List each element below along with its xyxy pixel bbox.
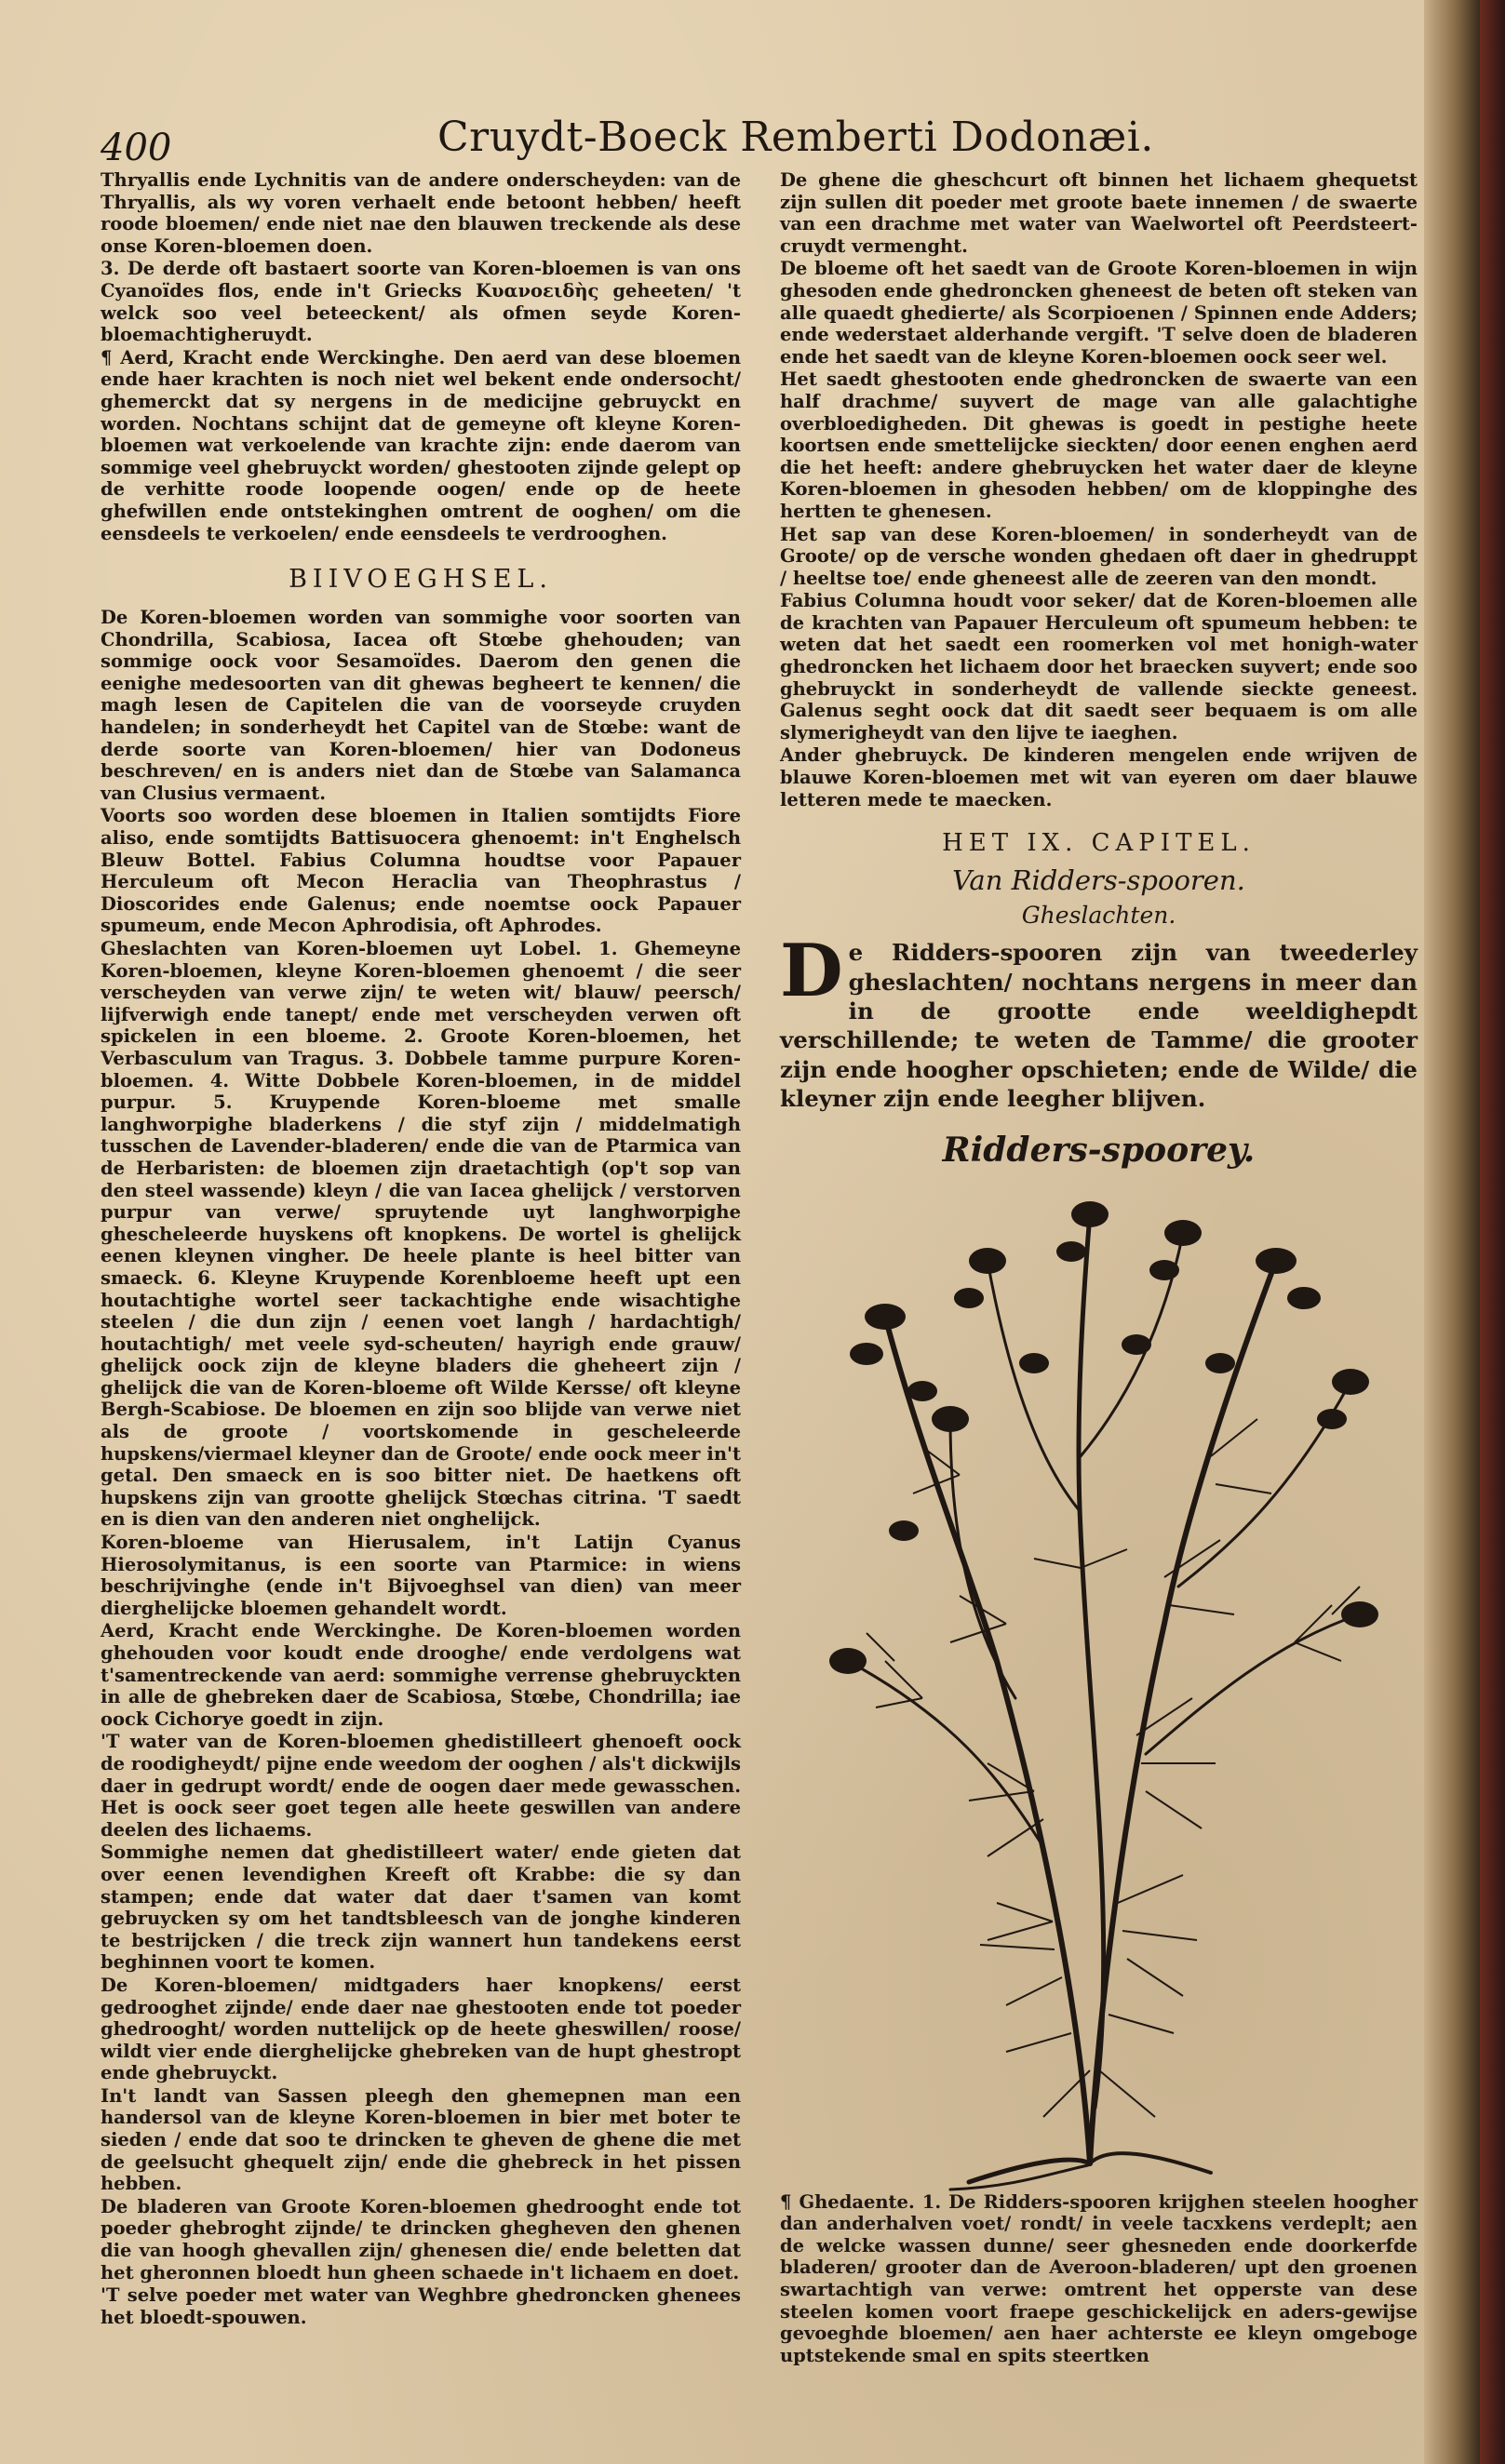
plant-leaves (867, 1419, 1360, 2117)
bijvoeghsel-paragraph: De Koren-bloemen/ midtgaders haer knopkens/ eerst gedrooghet zijnde/ ende daer nae ghestooten ende tot poeder ghedrooght/ worden nuttelijck op de heete gheswillen/ roose/ wildt vier ende dierghelijcke ghebreken van de hupt ghestropt ende ghebruyckt. (101, 1974, 741, 2084)
bijvoeghsel-paragraph: 'T selve poeder met water van Weghbre ghedroncken ghenees het bloedt-spouwen. (101, 2284, 741, 2328)
section-title-bijvoeghsel: BIIVOEGHSEL. (289, 565, 553, 595)
ghedaente-paragraph: ¶ Ghedaente. 1. De Ridders-spooren krijghen steelen hoogher dan anderhalven voet/ rondt/ in veele tacxkens verdeplt; aen de welcke wassen dunne/ seer ghesneden ende doorkerfde bladeren/ grooter dan de Averoon-bladeren/ upt den groenen swartachtigh van verwe: omtrent het opperste van dese steelen komen voort fraepe geschickelijck en aders-gewijse gevoeghde bloemen/ aen haer achterste ee kleyn omgeboge uptstekende smal en spits steertken (780, 2190, 1418, 2366)
bijvoeghsel-text (101, 607, 741, 2328)
plant-stems (848, 1214, 1360, 2189)
chapter-subtitle: Van Ridders-spooren. (952, 864, 1245, 897)
gheslachten-paragraph (780, 929, 1418, 1113)
right-top-paragraph: Het sap van dese Koren-bloemen/ in sonderheydt van de Groote/ op de versche wonden ghedaen oft daer in ghedruppt / heeltse toe/ ende gheneest alle de zeeren van den mondt. (780, 523, 1418, 589)
book-binding (1480, 0, 1505, 2464)
intro-paragraph: 3. De derde oft bastaert soorte van Koren-bloemen is van ons Cyanoïdes flos, ende in't Griecks Κυανοειδὴς geheeten/ 't welck soo veel beteeckent/ als ofmen seyde Koren-bloemachtigheruydt. (101, 258, 741, 346)
page-gutter-shadow (1424, 0, 1480, 2464)
intro-paragraph: ¶ Aerd, Kracht ende Werckinghe. Den aerd van dese bloemen ende haer krachten is noch niet wel bekent ende ondersocht/ ghemerckt dat sy nergens in de medicijne gebruyckt en worden. Nochtans schijnt dat de gemeyne oft kleyne Koren-bloemen wat verkoelende van krachte zijn: ende daerom van sommige veel ghebruyckt worden/ ghestooten zijnde gelept op de verhitte roode loopende oogen/ ende op de heete ghefwillen ende ontstekinghen omtrent de ooghen/ om die eensdeels te verkoelen/ ende eensdeels te verdrooghen. (101, 346, 741, 544)
bijvoeghsel-paragraph: Sommighe nemen dat ghedistilleert water/ ende gieten dat over eenen levendighen Kreeft oft Krabbe: die sy dan stampen; ende dat water dat daer t'samen van komt gebruycken sy om het tandtsbleesch van de jonghe kinderen te bestrijcken / die treck zijn wannert hun tandekens eerst beghinnen voort te komen. (101, 1841, 741, 1974)
bijvoeghsel-paragraph: Koren-bloeme van Hierusalem, in't Latijn Cyanus Hierosolymitanus, is een soorte van Ptarmice: in wiens beschrijvinghe (ende in't Bijvoeghsel van dien) van meer dierghelijcke bloemen gehandelt wordt. (101, 1532, 741, 1619)
bijvoeghsel-paragraph: In't landt van Sassen pleegh den ghemepnen man een handersol van de kleyne Koren-bloemen in bier met boter te sieden / ende dat soo te drincken te gheven de ghene die met de geelsucht ghequelt zijn/ ende die ghebreck in het pissen hebben. (101, 2084, 741, 2195)
bijvoeghsel-paragraph: 'T water van de Koren-bloemen ghedistilleert ghenoeft oock de roodigheydt/ pijne ende weedom der ooghen / als't dickwijls daer in gedrupt wordt/ ende de oogen daer mede gewasschen. Het is oock seer goet tegen alle heete geswillen van andere deelen des lichaems. (101, 1731, 741, 1841)
running-head: Cruydt-Boeck Remberti Dodonæi. (437, 114, 1154, 161)
right-column (780, 169, 1418, 2366)
plant-flowers (829, 1201, 1378, 1674)
gheslachten-heading: Gheslachten. (1021, 902, 1176, 930)
bijvoeghsel-paragraph: De bladeren van Groote Koren-bloemen ghedrooght ende tot poeder ghebroght zijnde/ te drincken ghegheven den ghenen die van hoogh ghevallen zijn/ ghenesen die/ ende beletten dat het gheronnen bloedt hun gheen schaede in't lichaem en doet. (101, 2195, 741, 2283)
bijvoeghsel-paragraph: Aerd, Kracht ende Werckinghe. De Koren-bloemen worden ghehouden voor koudt ende drooghe/ ende verdolgens wat t'samentreckende van aerd: sommighe verrense ghebruyckten in alle de ghebreken daer de Scabiosa, Stœbe, Chondrilla; iae oock Cichorye goedt in zijn. (101, 1620, 741, 1730)
left-column (101, 169, 741, 2328)
drop-cap: D (780, 929, 843, 1014)
intro-paragraph: Thryallis ende Lychnitis van de andere onderscheyden: van de Thryallis, als wy voren verhaelt ende betoont hebben/ heeft roode bloemen/ ende niet nae den blauwen treckende als dese onse Koren-bloemen doen. (101, 169, 741, 257)
right-top-paragraph: Fabius Columna houdt voor seker/ dat de Koren-bloemen alle de krachten van Papauer Herculeum oft spumeum hebben: te weten dat het saedt een roomerken vol met honigh-water ghedroncken het lichaem door het braecken suyvert; ende soo ghebruyckt in sonderheydt de vallende sieckte geneest. Galenus seght oock dat dit saedt seer bequaem is om alle slymerigheydt van den lijve te iaeghen. (780, 590, 1418, 743)
right-top-paragraph: Het saedt ghestooten ende ghedroncken de swaerte van een half drachme/ suyvert de mage van alle galachtighe overbloedigheden. Dit ghewas is goedt in pestighe heete koortsen ende smettelijcke sieckten/ door eenen enghen aerd die het heeft: andere ghebruycken het water daer de kleyne Koren-bloemen in ghesoden hebben/ om de kloppinghe des hertten te ghenesen. (780, 368, 1418, 522)
right-top-text (780, 169, 1418, 810)
bijvoeghsel-paragraph: Voorts soo worden dese bloemen in Italien somtijdts Fiore aliso, ende somtijdts Battisuocera ghenoemt: in't Enghelsch Bleuw Bottel. Fabius Columna houdtse voor Papauer Herculeum oft Mecon Heraclia van Theophrastus / Dioscorides ende Galenus; ende noemtse oock Papauer spumeum, ende Mecon Aphrodisia, oft Aphrodes. (101, 805, 741, 937)
left-intro-text (101, 169, 741, 544)
gheslachten-body: e Ridders-spooren zijn van tweederley gheslachten/ nochtans nergens in meer dan in de grootte ende weeldighepdt verschillende; te weten de Tamme/ die grooter zijn ende hoogher opschieten; ende de Wilde/ die kleyner zijn ende leegher blijven. (780, 939, 1418, 1113)
bijvoeghsel-paragraph: De Koren-bloemen worden van sommighe voor soorten van Chondrilla, Scabiosa, Iacea oft Stœbe ghehouden; van sommige oock voor Sesamoïdes. Daerom den genen die eenighe medesoorten van dit ghewas begheert te kennen/ die magh lesen de Capitelen die van de voorseyde cruyden handelen; in sonderheydt het Capitel van de Stœbe: want de derde soorte van Koren-bloemen/ hier van Dodoneus beschreven/ en is anders niet dan de Stœbe van Salamanca van Clusius vermaent. (101, 607, 741, 804)
page-number: 400 (101, 127, 172, 169)
right-top-paragraph: De ghene die gheschcurt oft binnen het lichaem ghequetst zijn sullen dit poeder met groote baete innemen / de swaerte van een drachme met water van Waelwortel oft Peerdsteert-cruydt vermenght. (780, 169, 1418, 257)
chapter-title: HET IX. CAPITEL. (942, 829, 1256, 858)
right-top-paragraph: De bloeme oft het saedt van de Groote Koren-bloemen in wijn ghesoden ende ghedroncken gheneest de beten oft steken van alle quaedt ghedierte/ als Scorpioenen / Spinnen ende Adders; ende wederstaet alderhande vergift. 'T selve doen de bladeren ende het saedt van de kleyne Koren-bloemen oock seer wel. (780, 258, 1418, 368)
larkspur-woodcut-illustration (811, 1177, 1388, 2191)
plant-caption: Ridders-spoorey. (942, 1130, 1256, 1170)
bijvoeghsel-paragraph: Gheslachten van Koren-bloemen uyt Lobel. 1. Ghemeyne Koren-bloemen, kleyne Koren-bloemen ghenoemt / die seer verscheyden van verwe zijn/ te weten wit/ blauw/ peersch/ lijfverwigh ende tanept/ ende met verscheyden verwen oft spickelen in een bloeme. 2. Groote Koren-bloemen, het Verbasculum van Tragus. 3. Dobbele tamme purpure Koren-bloemen. 4. Witte Dobbele Koren-bloemen, in de middel purpur. 5. Kruypende Koren-bloeme met smalle langhworpighe bladerkens / die styf zijn / middelmatigh tusschen de Lavender-bladeren/ ende die van de Ptarmica van de Herbaristen: de bloemen zijn draetachtigh (op't sop van den steel wassende) kleyn / die van Iacea ghelijck / verstorven purpur van verwe/ spruytende uyt langhworpighe ghescheleerde huyskens oft knopkens. De wortel is ghelijck eenen kleynen vingher. De heele plante is heel bitter van smaeck. 6. Kleyne Kruypende Korenbloeme heeft upt een houtachtighe wortel seer tackachtighe ende wisachtighe steelen / die dun zijn / eenen voet langh / hardachtigh/ houtachtigh/ met veele syd-scheuten/ hayrigh ende grauw/ ghelijck oock zijn de kleyne bladers die gheheert zijn / ghelijck die van de Koren-bloeme oft Wilde Kersse/ oft kleyne Bergh-Scabiose. De bloemen en zijn soo blijde van verwe niet als de groote / voortskomende in gescheleerde hupskens/viermael kleyner dan de Groote/ ende oock meer in't getal. Den smaeck en is soo bitter niet. De haetkens oft hupskens zijn van grootte ghelijck Stœchas citrina. 'T saedt en is dien van den anderen niet onghelijck. (101, 938, 741, 1531)
right-top-paragraph: Ander ghebruyck. De kinderen mengelen ende wrijven de blauwe Koren-bloemen met wit van eyeren om daer blauwe letteren mede te maecken. (780, 744, 1418, 810)
